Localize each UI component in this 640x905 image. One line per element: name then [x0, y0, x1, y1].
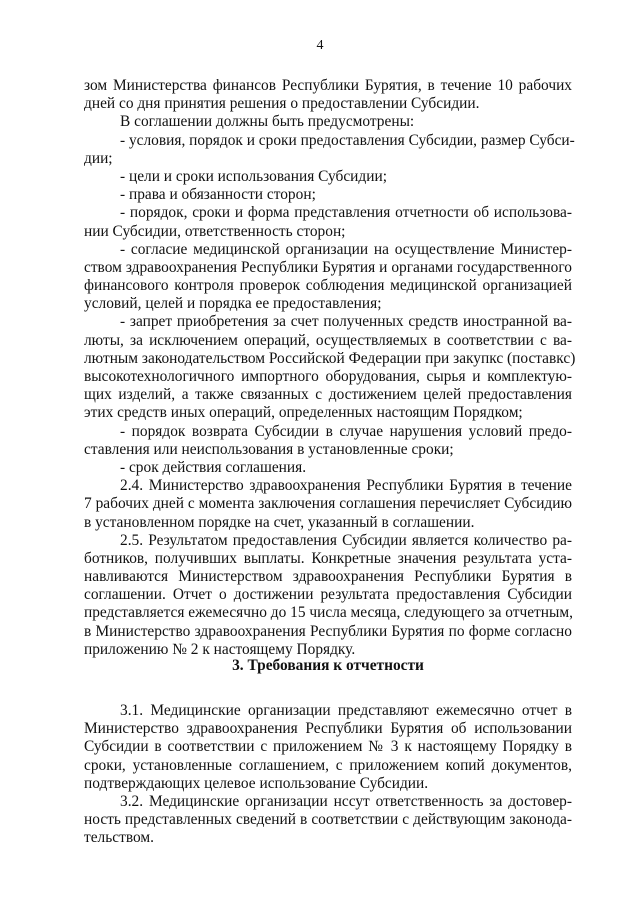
text-line: - цели и сроки использования Субсидии;: [120, 167, 387, 185]
text-line: ботников, получивших выплаты. Конкретные значения результата уста-: [84, 549, 572, 567]
text-line: ставления или неиспользования в установленные сроки;: [84, 440, 454, 458]
text-line: 7 рабочих дней с момента заключения соглашения перечисляет Субсидию: [84, 495, 572, 513]
body-text-block-1: [84, 77, 576, 659]
text-line: нии Субсидии, ответственность сторон;: [84, 222, 346, 240]
text-line: лютным законодательством Российской Федерации при закупкс (поставкс): [84, 349, 576, 367]
text-line: подтверждающих целевое использование Субсидии.: [84, 774, 429, 792]
text-line: - согласие медицинской организации на осуществление Министер-: [120, 240, 572, 258]
text-line: представляется ежемесячно до 15 числа месяца, следующего за отчетным,: [84, 604, 573, 622]
text-line: навливаются Министерством здравоохранения Республики Бурятия в: [84, 568, 572, 586]
text-line: 3.2. Медицинские организации нссут ответственность за достовер-: [120, 792, 572, 810]
text-line: Субсидии в соответствии с приложением № 3 к настоящему Порядку в: [84, 738, 572, 756]
text-line: 2.5. Результатом предоставления Субсидии является количество ра-: [120, 531, 572, 549]
text-line: В соглашении должны быть предусмотрены:: [120, 113, 415, 131]
text-line: ством здравоохранения Республики Бурятия и органами государственного: [84, 258, 572, 276]
text-line: щих изделий, а также связанных с достижением целей предоставления: [84, 386, 572, 404]
text-line: зом Министерства финансов Республики Бурятия, в течение 10 рабочих: [84, 77, 572, 94]
text-line: 2.4. Министерство здравоохранения Республики Бурятия в течение: [120, 477, 572, 495]
section-heading: 3. Требования к отчетности: [232, 657, 424, 674]
text-line: - срок действия соглашения.: [120, 458, 307, 476]
text-line: - условия, порядок и сроки предоставления Субсидии, размер Субси-: [120, 131, 575, 149]
text-line: в Министерство здравоохранения Республики Бурятия по форме согласно: [84, 622, 572, 640]
text-line: Министерство здравоохранения Республики Бурятия об использовании: [84, 720, 572, 738]
text-line: финансового контроля проверок соблюдения медицинской организацией: [84, 277, 572, 295]
text-line: - порядок, сроки и форма представления отчетности об использова-: [120, 204, 572, 222]
text-line: приложению № 2 к настоящему Порядку.: [84, 640, 356, 658]
body-text-block-2: [84, 702, 572, 848]
text-line: сроки, установленные соглашением, с приложением копий документов,: [84, 756, 572, 774]
text-line: соглашении. Отчет о достижении результата предоставления Субсидии: [84, 586, 572, 604]
text-line: в установленном порядке на счет, указанный в соглашении.: [84, 513, 475, 531]
text-line: ность представленных сведений в соответствии с действующим законода-: [84, 811, 572, 829]
text-line: люты, за исключением операций, осуществляемых в соответствии с ва-: [84, 331, 572, 349]
page-number: 4: [316, 38, 324, 53]
text-line: 3.1. Медицинские организации представляют ежемесячно отчет в: [120, 702, 572, 719]
text-line: тельством.: [84, 829, 154, 847]
text-line: дии;: [84, 149, 113, 167]
text-line: - запрет приобретения за счет полученных средств иностранной ва-: [120, 313, 572, 331]
text-line: высокотехнологичного импортного оборудования, сырья и комплектую-: [84, 368, 572, 385]
text-line: - порядок возврата Субсидии в случае нарушения условий предо-: [120, 422, 572, 440]
text-line: этих средств иных операций, определенных настоящим Порядком;: [84, 404, 523, 422]
text-line: условий, целей и порядка ее предоставления;: [84, 295, 382, 313]
text-line: дней со дня принятия решения о предоставлении Субсидии.: [84, 95, 480, 113]
text-line: - права и обязанности сторон;: [120, 186, 316, 204]
